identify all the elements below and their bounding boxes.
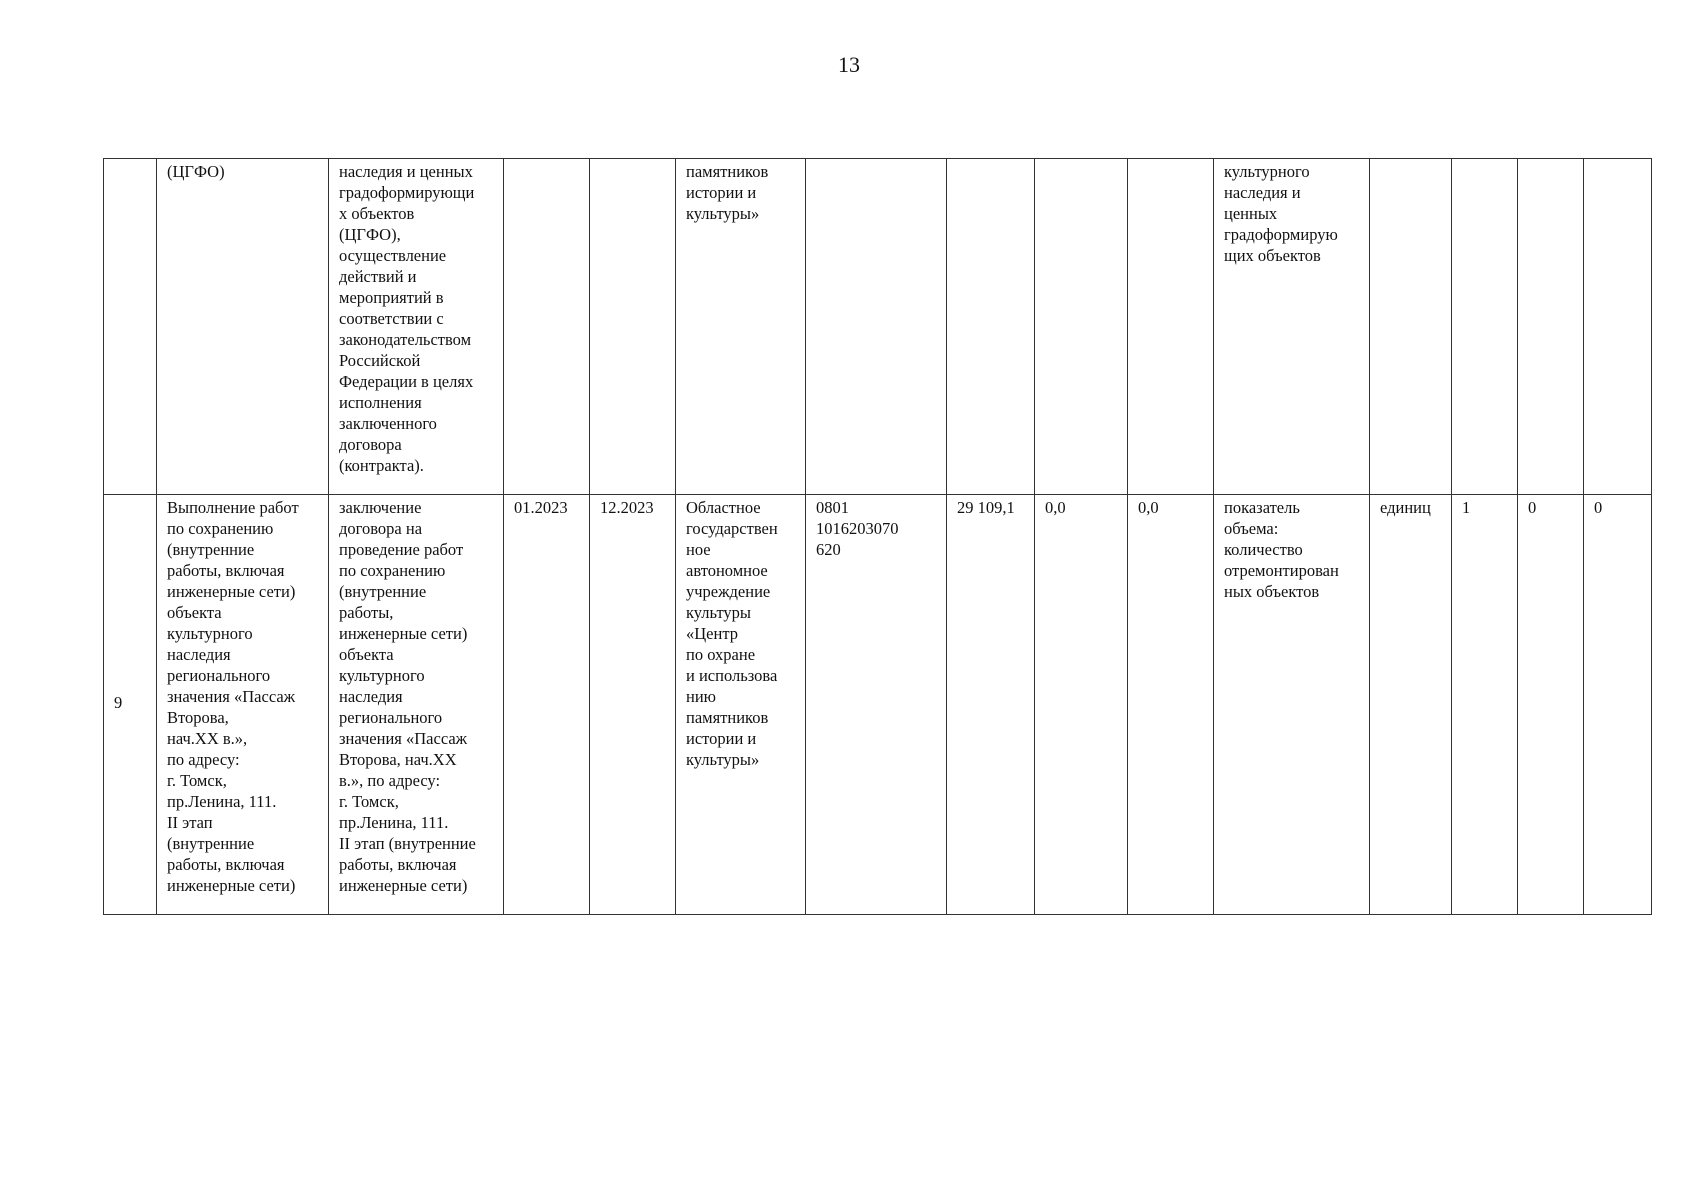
activity-name-cell: Выполнение работ по сохранению (внутренние работы, включая инженерные сети) объекта культурного наследия регионального значения «Пассаж Второва, нач.XX в.», по адресу: г. Томск, пр.Ленина, 111. II этап (внутренние работы, включая инженерные сети) [157, 495, 329, 915]
budget-code-cell [806, 159, 947, 495]
value-cell [1518, 159, 1584, 495]
program-activities-table [103, 158, 1652, 915]
unit-cell [1370, 159, 1452, 495]
value-cell [1584, 159, 1652, 495]
end-date-cell: 12.2023 [590, 495, 676, 915]
amount-cell [1035, 159, 1128, 495]
activity-name-cell: (ЦГФО) [157, 159, 329, 495]
start-date-cell [504, 159, 590, 495]
row-number-cell: 9 [104, 495, 157, 915]
activity-description-cell: заключение договора на проведение работ по сохранению (внутренние работы, инженерные сети) объекта культурного наследия регионального значения «Пассаж Второва, нач.XX в.», по адресу: г. Томск, пр.Ленина, 111. II этап (внутренние работы, включая инженерные сети) [329, 495, 504, 915]
table-row [104, 159, 1652, 495]
amount-cell: 0,0 [1128, 495, 1214, 915]
executor-cell: памятников истории и культуры» [676, 159, 806, 495]
table-row [104, 495, 1652, 915]
page-number: 13 [838, 52, 860, 77]
amount-cell [1128, 159, 1214, 495]
amount-cell: 29 109,1 [947, 495, 1035, 915]
unit-cell: единиц [1370, 495, 1452, 915]
value-cell: 1 [1452, 495, 1518, 915]
end-date-cell [590, 159, 676, 495]
value-cell: 0 [1518, 495, 1584, 915]
amount-cell: 0,0 [1035, 495, 1128, 915]
value-cell [1452, 159, 1518, 495]
start-date-cell: 01.2023 [504, 495, 590, 915]
indicator-cell: культурного наследия и ценных градоформирую щих объектов [1214, 159, 1370, 495]
activity-description-cell: наследия и ценных градоформирующи х объектов (ЦГФО), осуществление действий и мероприятий в соответствии с законодательством Российской Федерации в целях исполнения заключенного договора (контракта). [329, 159, 504, 495]
row-number-cell [104, 159, 157, 495]
budget-code-cell: 0801 1016203070 620 [806, 495, 947, 915]
amount-cell [947, 159, 1035, 495]
indicator-cell: показатель объема: количество отремонтирован ных объектов [1214, 495, 1370, 915]
value-cell: 0 [1584, 495, 1652, 915]
executor-cell: Областное государствен ное автономное учреждение культуры «Центр по охране и использова нию памятников истории и культуры» [676, 495, 806, 915]
